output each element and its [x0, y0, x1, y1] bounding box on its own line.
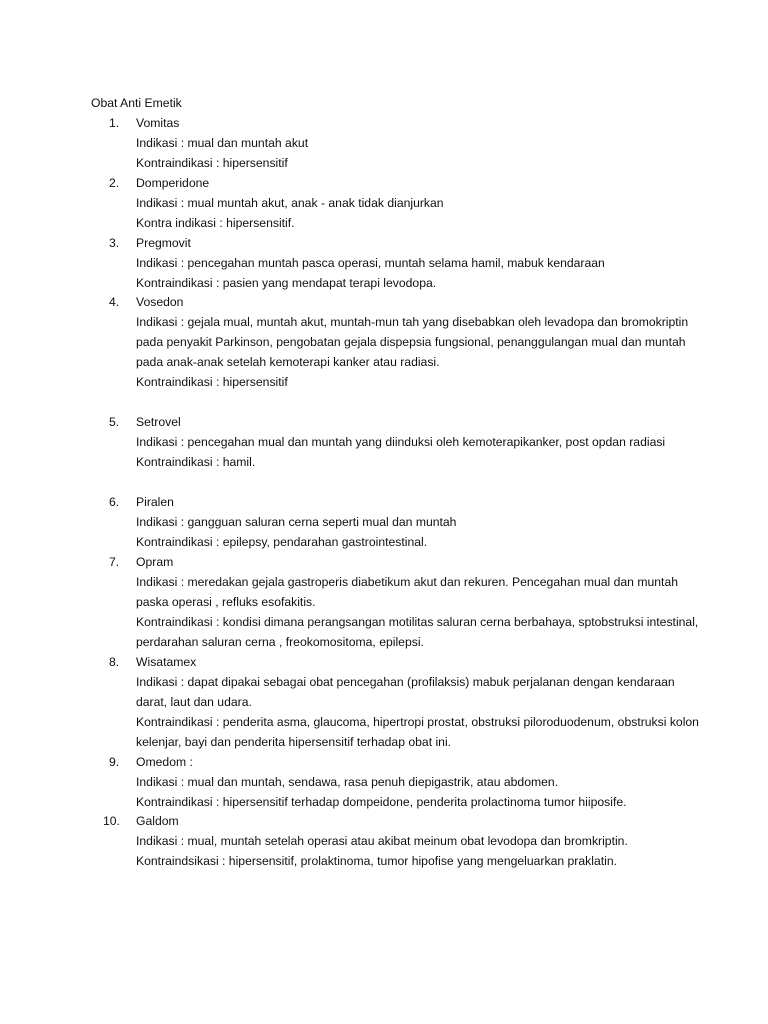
drug-name: Wisatamex — [136, 655, 197, 669]
drug-name: Opram — [136, 555, 174, 569]
drug-name: Galdom — [136, 814, 179, 828]
drug-name: Vosedon — [136, 295, 184, 309]
contraindication-text: Kontraindikasi : hipersensitif — [136, 375, 288, 389]
item-number: 6. — [109, 495, 120, 509]
contraindication-text: Kontraindikasi : kondisi dimana perangsangan motilitas saluran cerna berbahaya, sptobstruksi intestinal, perdarahan saluran cerna , freokomositoma, epilepsi. — [136, 615, 699, 649]
item-number: 4. — [109, 295, 120, 309]
drug-name: Pregmovit — [136, 236, 191, 250]
item-content — [136, 552, 706, 652]
indication-text: Indikasi : pencegahan muntah pasca operasi, muntah selama hamil, mabuk kendaraan — [136, 256, 605, 270]
document-title: Obat Anti Emetik — [91, 96, 182, 110]
item-content — [136, 811, 706, 871]
item-content — [136, 752, 706, 812]
item-content — [136, 292, 706, 392]
drug-name: Vomitas — [136, 116, 180, 130]
indication-text: Indikasi : pencegahan mual dan muntah yang diinduksi oleh kemoterapikanker, post opdan radiasi — [136, 435, 666, 449]
contraindication-text: Kontraindikasi : hamil. — [136, 455, 256, 469]
drug-name: Omedom : — [136, 755, 193, 769]
indication-text: Indikasi : mual dan muntah akut — [136, 136, 309, 150]
item-content — [136, 412, 706, 472]
contraindication-text: Kontraindikasi : epilepsy, pendarahan gastrointestinal. — [136, 535, 428, 549]
item-number: 1. — [109, 116, 120, 130]
item-number: 10. — [103, 814, 120, 828]
indication-text: Indikasi : mual muntah akut, anak - anak tidak dianjurkan — [136, 196, 444, 210]
item-number: 3. — [109, 236, 120, 250]
item-content — [136, 652, 706, 752]
item-number: 9. — [109, 755, 120, 769]
indication-text: Indikasi : mual dan muntah, sendawa, rasa penuh diepigastrik, atau abdomen. — [136, 775, 559, 789]
contraindication-text: Kontraindikasi : penderita asma, glaucoma, hipertropi prostat, obstruksi piloroduodenum, obstruksi kolon kelenjar, bayi dan penderita hipersensitif terhadap obat ini. — [136, 715, 699, 749]
contraindication-text: Kontraindsikasi : hipersensitif, prolaktinoma, tumor hipofise yang mengeluarkan praklatin. — [136, 854, 617, 868]
indication-text: Indikasi : mual, muntah setelah operasi atau akibat meinum obat levodopa dan bromkriptin. — [136, 834, 628, 848]
item-content — [136, 173, 706, 233]
indication-text: Indikasi : meredakan gejala gastroperis diabetikum akut dan rekuren. Pencegahan mual dan muntah paska operasi , refluks esofakitis. — [136, 575, 678, 609]
item-content — [136, 113, 706, 173]
indication-text: Indikasi : dapat dipakai sebagai obat pencegahan (profilaksis) mabuk perjalanan dengan kendaraan darat, laut dan udara. — [136, 675, 675, 709]
indication-text: Indikasi : gejala mual, muntah akut, muntah-mun tah yang disebabkan oleh levadopa dan bromokriptin pada penyakit Parkinson, pengobatan gejala dispepsia fungsional, penanggulangan mual dan muntah pada anak-anak setelah kemoterapi kanker atau radiasi. — [136, 315, 689, 369]
item-number: 5. — [109, 415, 120, 429]
item-content — [136, 492, 706, 552]
drug-name: Setrovel — [136, 415, 181, 429]
item-content — [136, 233, 706, 293]
drug-name: Domperidone — [136, 176, 210, 190]
contraindication-text: Kontra indikasi : hipersensitif. — [136, 216, 295, 230]
contraindication-text: Kontraindikasi : hipersensitif terhadap dompeidone, penderita prolactinoma tumor hiiposife. — [136, 795, 627, 809]
contraindication-text: Kontraindikasi : pasien yang mendapat terapi levodopa. — [136, 276, 437, 290]
indication-text: Indikasi : gangguan saluran cerna seperti mual dan muntah — [136, 515, 457, 529]
item-number: 2. — [109, 176, 120, 190]
item-number: 7. — [109, 555, 120, 569]
drug-name: Piralen — [136, 495, 174, 509]
contraindication-text: Kontraindikasi : hipersensitif — [136, 156, 288, 170]
item-number: 8. — [109, 655, 120, 669]
